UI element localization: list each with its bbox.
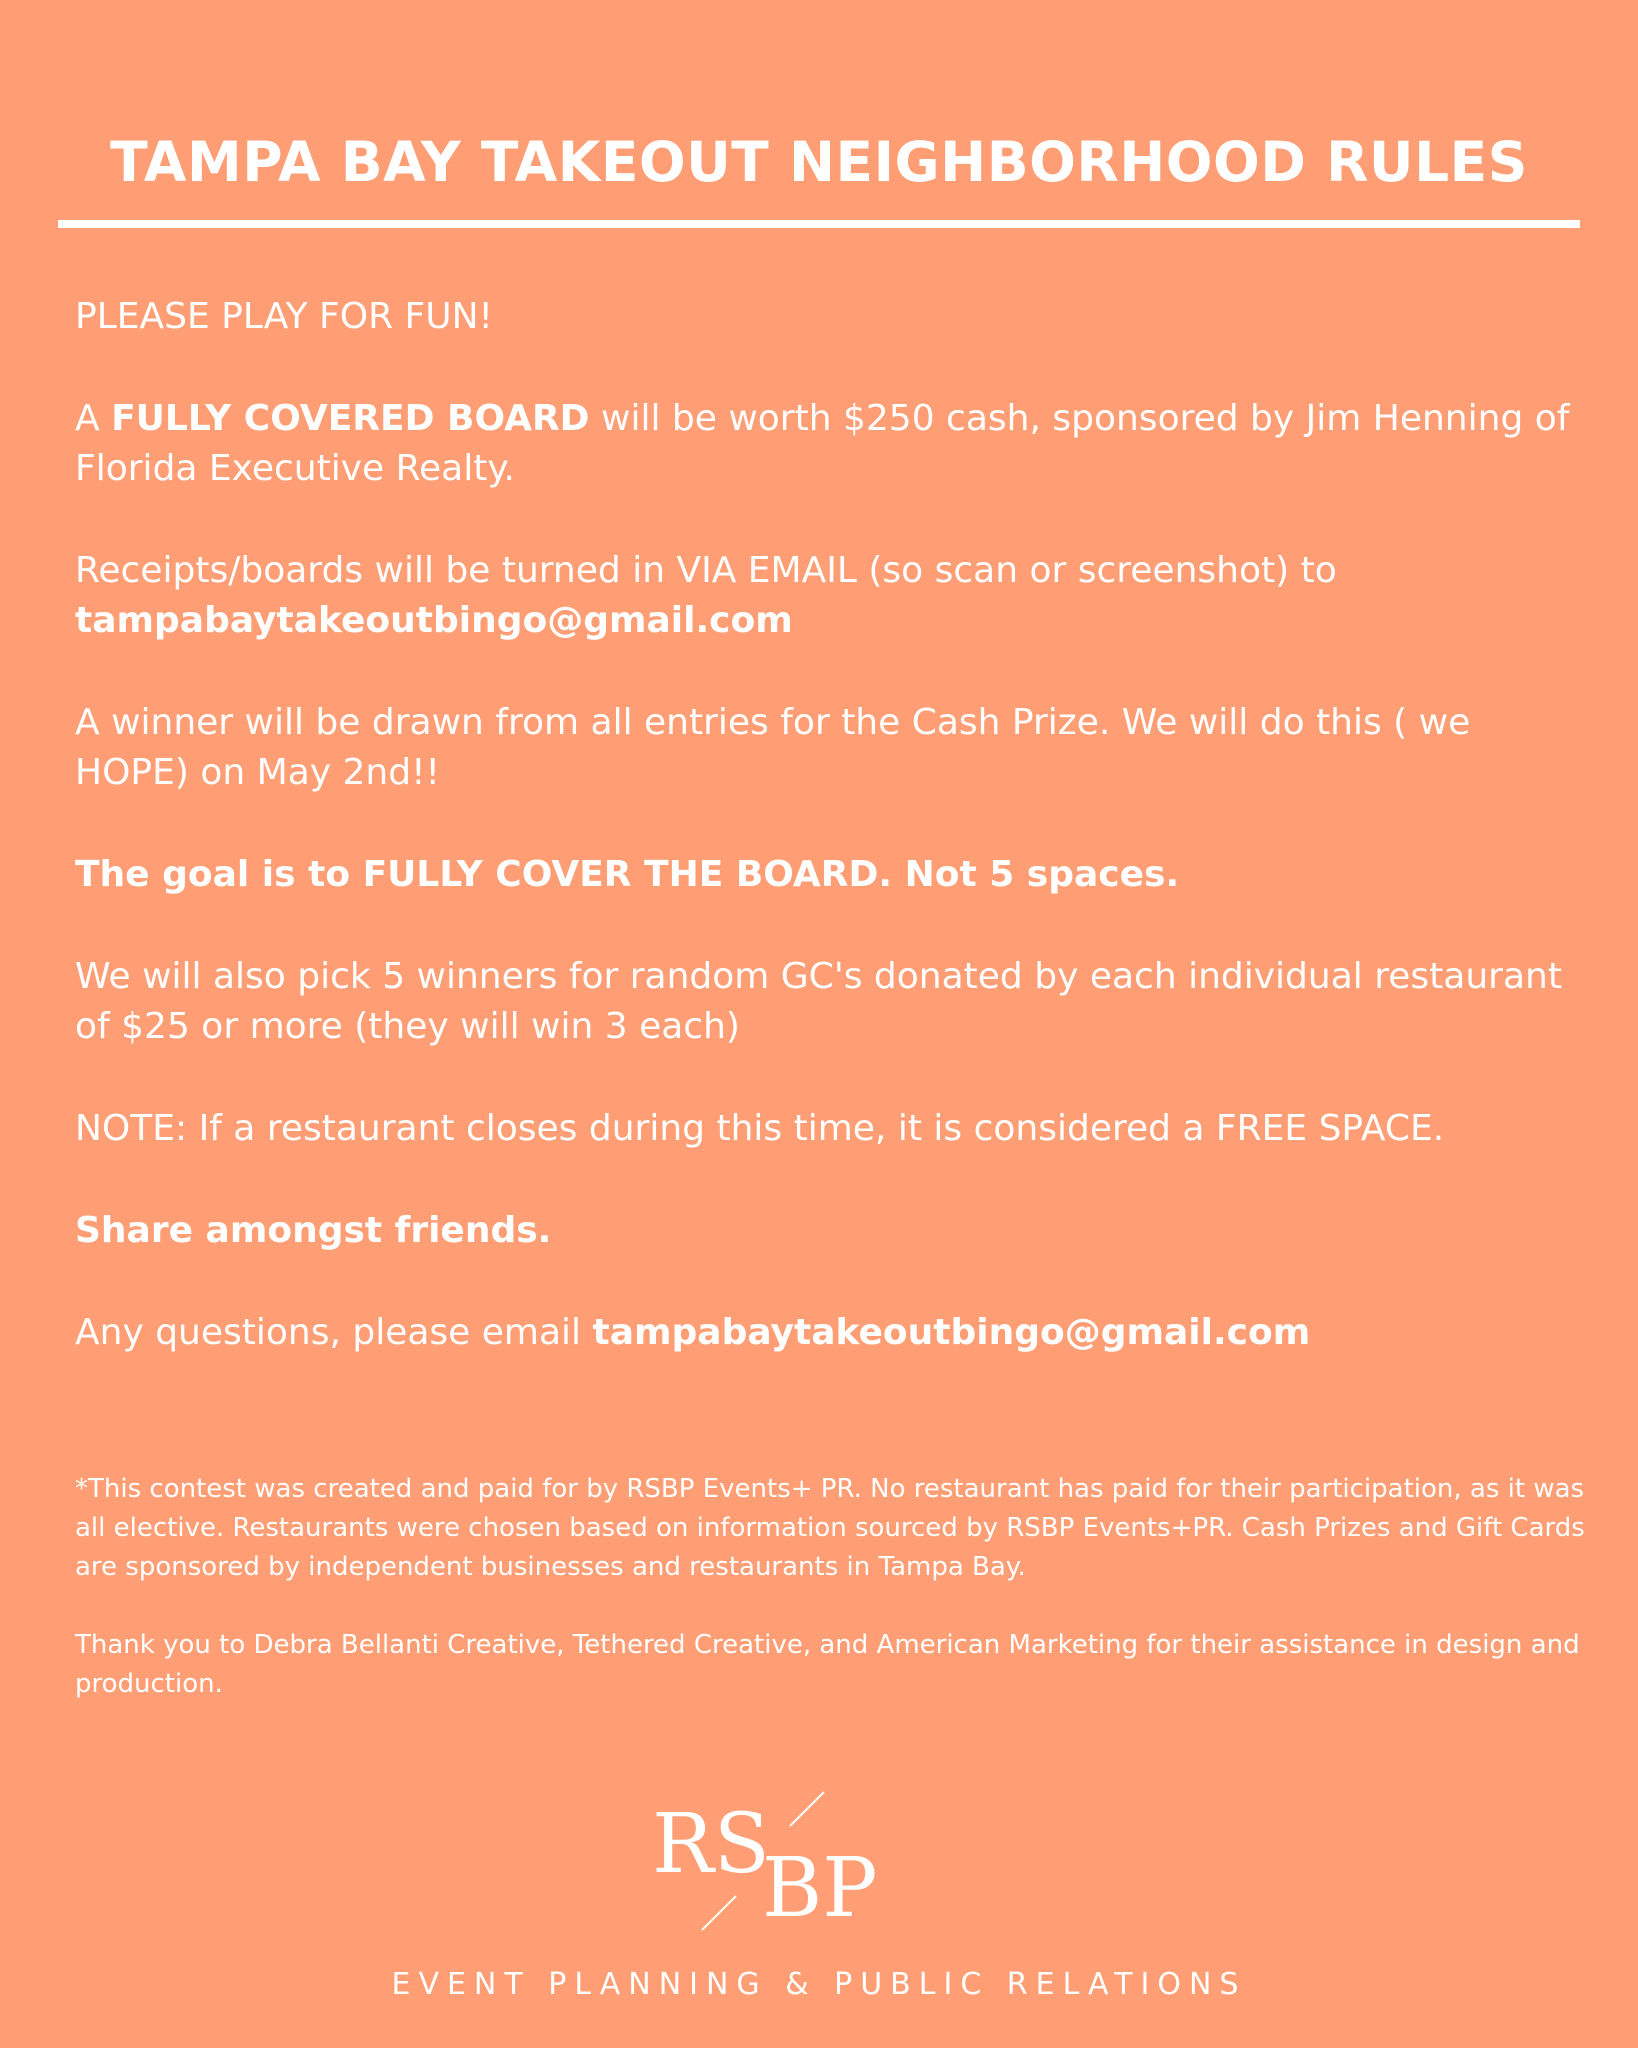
title-underline — [58, 220, 1580, 228]
note-paragraph: NOTE: If a restaurant closes during this time, it is considered a FREE SPACE. — [75, 1108, 1445, 1149]
rsbp-logo — [640, 1780, 920, 1940]
gift-card-paragraph: We will also pick 5 winners for random GC's donated by each individual restaurant of $25 or more (they will win 3 each) — [75, 956, 1562, 1047]
fine-print — [75, 1470, 1595, 1743]
questions-text: Any questions, please email — [75, 1312, 593, 1353]
logo-slash-bottom — [702, 1896, 736, 1930]
questions-paragraph — [75, 1308, 1595, 1358]
logo-bp-letters: BP — [762, 1841, 878, 1936]
submission-text: Receipts/boards will be turned in VIA EMAIL (so scan or screenshot) to — [75, 550, 1337, 591]
drawing-paragraph: A winner will be drawn from all entries for the Cash Prize. We will do this ( we HOPE) on May 2nd!! — [75, 702, 1471, 793]
questions-email-link[interactable]: tampabaytakeoutbingo@gmail.com — [592, 1312, 1311, 1353]
submission-paragraph — [75, 546, 1595, 646]
prize-paragraph — [75, 394, 1595, 494]
page-title: TAMPA BAY TAKEOUT NEIGHBORHOOD RULES — [110, 130, 1528, 194]
goal-paragraph: The goal is to FULLY COVER THE BOARD. Not 5 spaces. — [75, 854, 1180, 895]
prize-suffix: will be worth $250 cash, sponsored by Jim Henning of Florida Executive Realty. — [75, 398, 1570, 489]
logo-rs-letters: RS — [652, 1797, 770, 1892]
play-for-fun-line: PLEASE PLAY FOR FUN! — [75, 296, 493, 337]
submission-email-link[interactable]: tampabaytakeoutbingo@gmail.com — [75, 600, 793, 641]
company-tagline: EVENT PLANNING & PUBLIC RELATIONS — [391, 1967, 1247, 2002]
prize-highlight: FULLY COVERED BOARD — [111, 398, 590, 439]
rules-body — [75, 292, 1595, 1410]
logo-slash-top — [790, 1792, 824, 1826]
share-paragraph: Share amongst friends. — [75, 1210, 552, 1251]
disclaimer-text: *This contest was created and paid for by RSBP Events+ PR. No restaurant has paid for their participation, as it was all elective. Restaurants were chosen based on information sourced by RSBP Events+PR. Cash Prizes and Gift Cards are sponsored by independent businesses and restaurants in Tampa Bay. — [75, 1474, 1585, 1582]
thanks-text: Thank you to Debra Bellanti Creative, Tethered Creative, and American Marketing for their assistance in design and production. — [75, 1630, 1580, 1699]
prize-prefix: A — [75, 398, 112, 439]
